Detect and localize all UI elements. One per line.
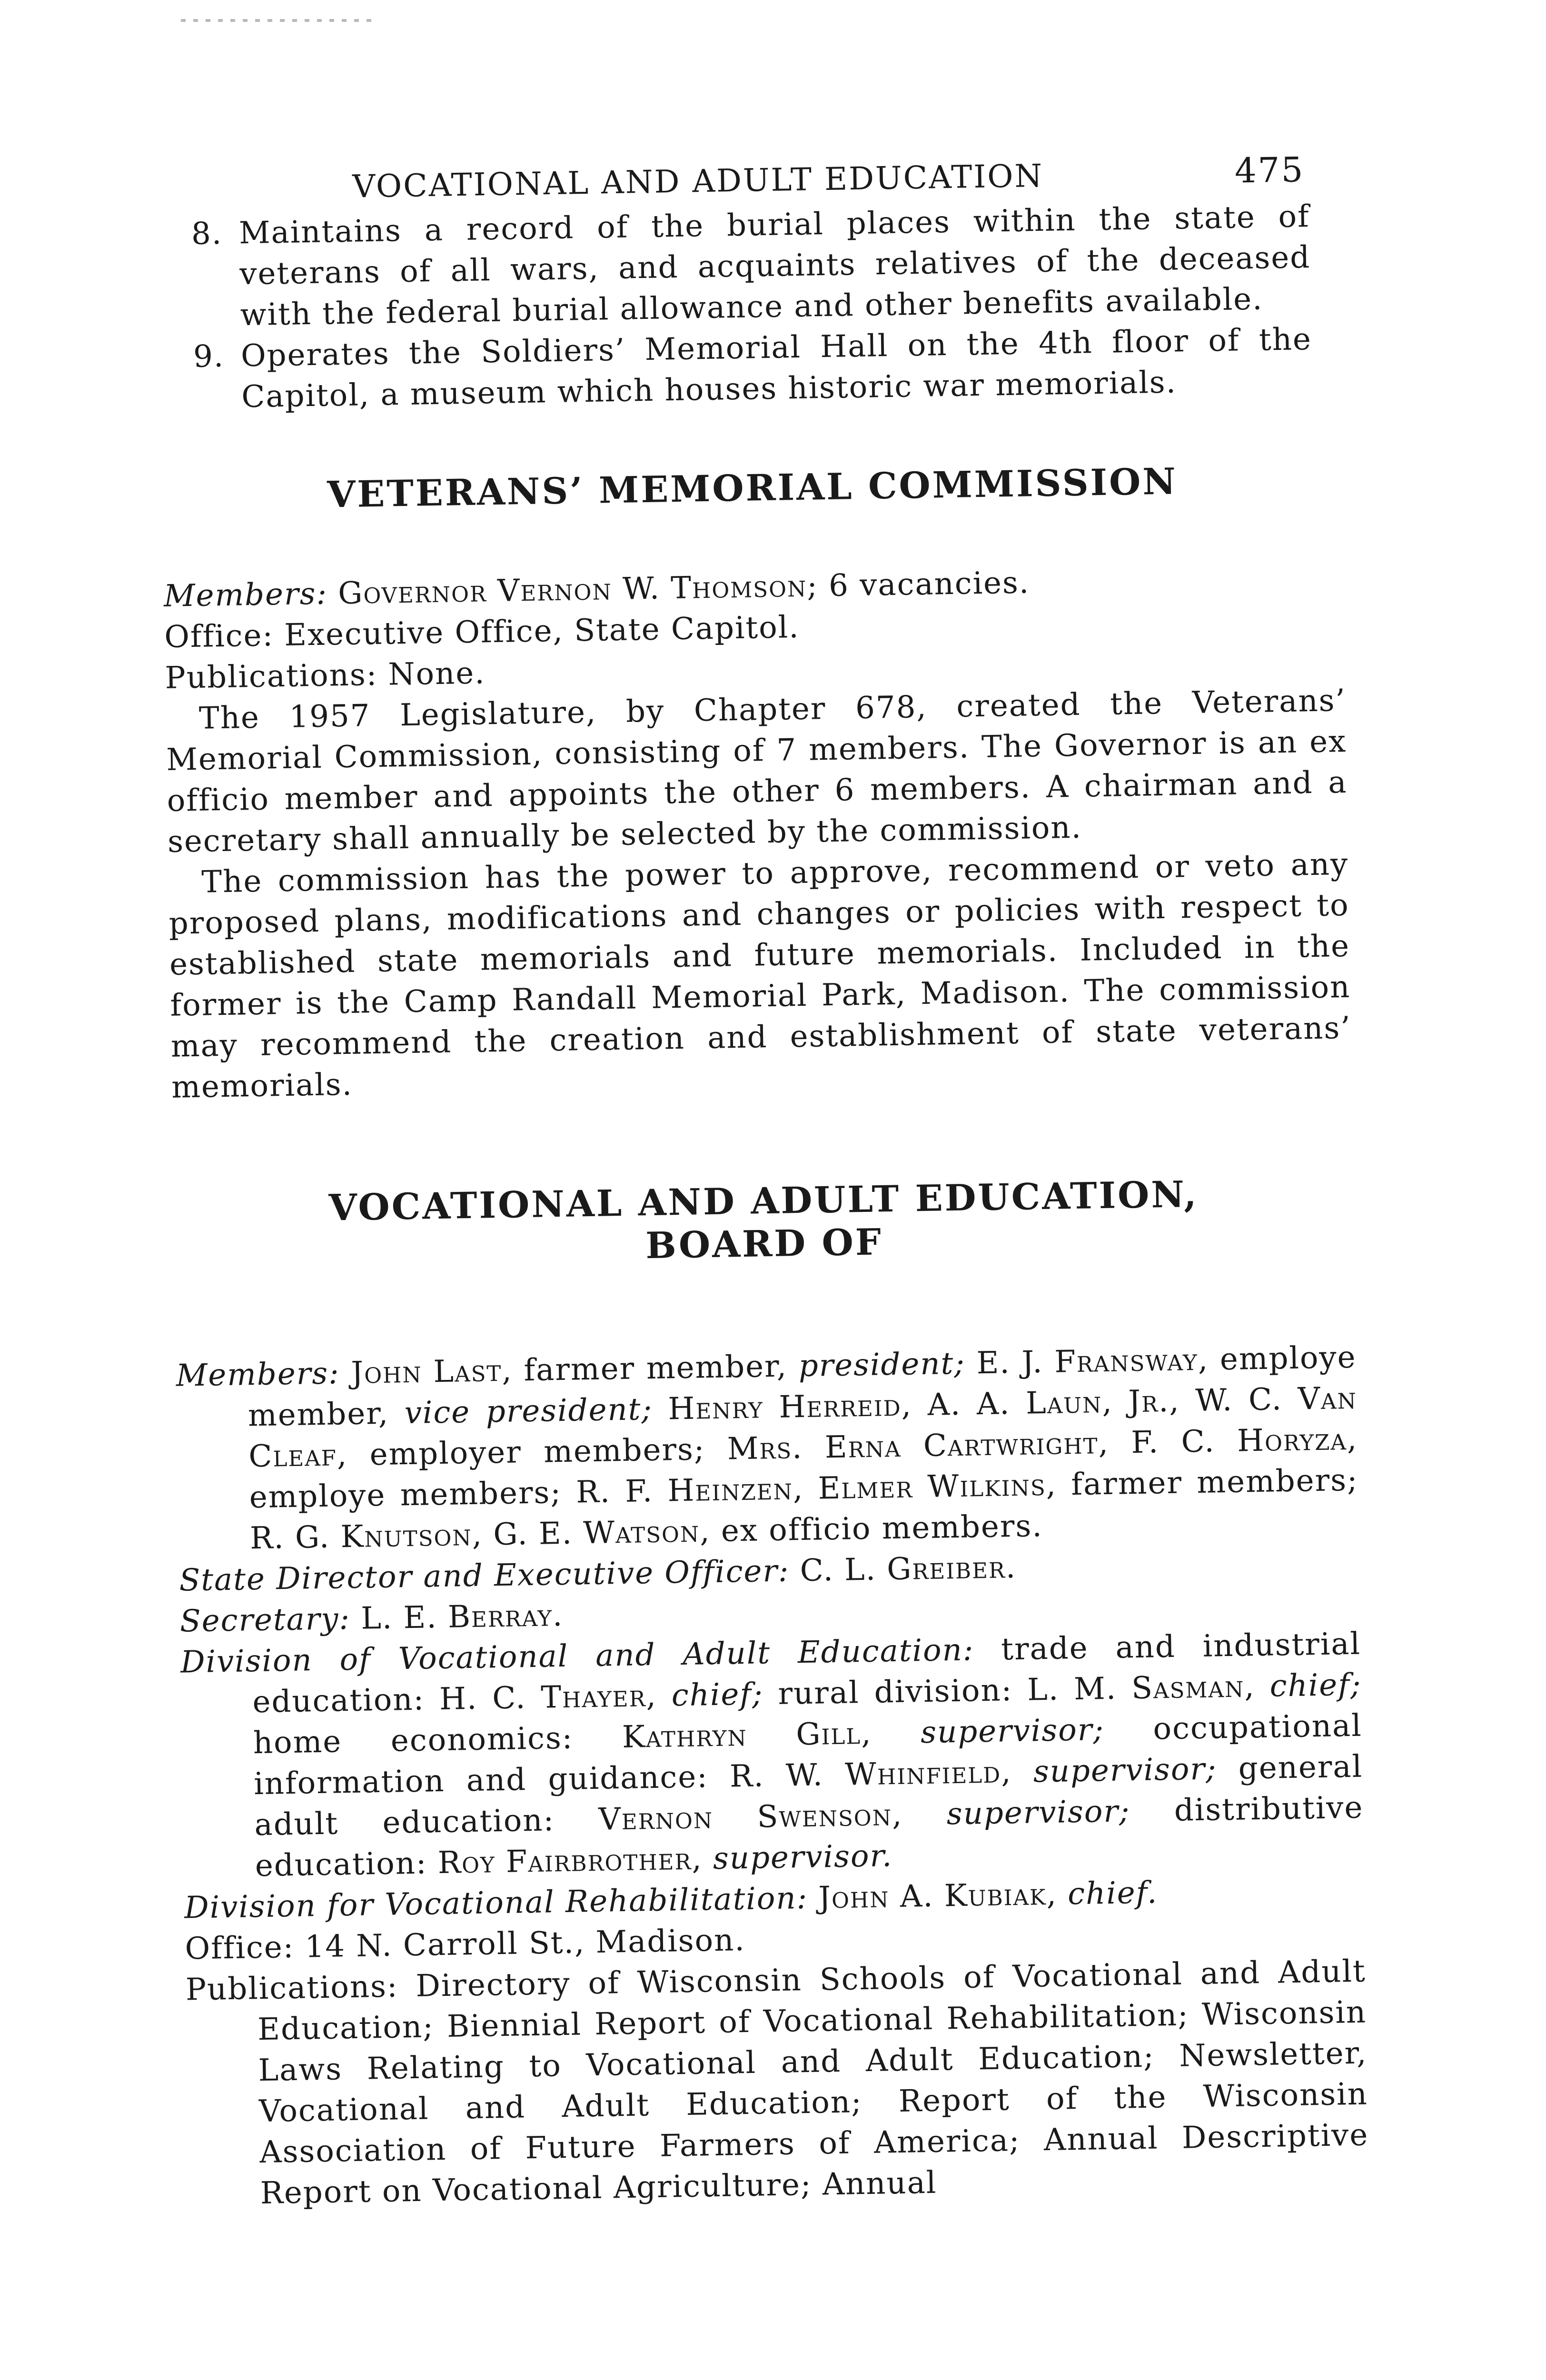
- staff-name: Roy Fairbrother: [437, 1841, 692, 1881]
- commission-publications: Publications: None.: [165, 655, 486, 696]
- commission-office: Office: Executive Office, State Capitol.: [164, 609, 800, 655]
- list-item-number: 8.: [191, 216, 223, 252]
- board-publications: Publications: Directory of Wisconsin Schools of Vocational and Adult Education; Biennial Report of Vocational Rehabilitation; Wisconsin Laws Relating to Vocational and Adult Education; Newsletter, Vocational and Adult Education; Report of the Wisconsin Association of Future Farmers of America; Annual Descriptive Report on Vocational Agriculture; Annual: [185, 1954, 1369, 2211]
- board-members: [176, 1337, 1359, 1560]
- member-name: Knutson: [340, 1517, 473, 1555]
- members-label: Members:: [176, 1356, 340, 1394]
- list-item-text: Maintains a record of the burial places within the state of veterans of all wars, and acquaints relatives of the deceased with the federal burial allowance and other benefits available.: [238, 198, 1311, 333]
- secretary-initials: L. E.: [350, 1599, 448, 1636]
- member-text: E. J.: [965, 1344, 1055, 1381]
- vocational-board-heading: [173, 1170, 1355, 1275]
- staff-name: John A. Kubiak: [807, 1877, 1047, 1916]
- member-name: Fransway: [1054, 1342, 1199, 1380]
- division-text: home economics:: [253, 1720, 623, 1761]
- member-name: Horyza: [1237, 1422, 1348, 1459]
- staff-title: chief.: [1067, 1875, 1158, 1912]
- commission-paragraph: The commission has the power to approve, recommend or veto any proposed plans, modifications and changes or policies with respect to established state memorials and future memorials. Included in the former is the Camp Randall Memorial Park, Madison. The commission may recommend the creation and establishment of state veterans’ memorials.: [168, 846, 1352, 1105]
- member-text: , ex officio members.: [699, 1508, 1043, 1549]
- commission-paragraph: The 1957 Legislature, by Chapter 678, created the Veterans’ Memorial Commission, consisting of 7 members. The Governor is an ex officio member and appoints the other 6 members. A chairman and a secretary shall annually be selected by the commission.: [166, 683, 1348, 860]
- division-text: ,: [1244, 1668, 1270, 1705]
- secretary-name: Berray.: [447, 1597, 564, 1635]
- staff-title: chief;: [1269, 1667, 1362, 1704]
- staff-name: Whinfield: [844, 1755, 1001, 1793]
- division-text: ,: [861, 1715, 921, 1752]
- member-text: [652, 1391, 668, 1427]
- staff-title: supervisor;: [1033, 1751, 1218, 1790]
- member-name: Elmer Wilkins: [818, 1468, 1047, 1507]
- list-item: [191, 196, 1311, 337]
- member-text: , farmer members; R. G.: [249, 1462, 1359, 1557]
- division-label: Division of Vocational and Adult Education:: [180, 1632, 974, 1680]
- list-item: [193, 319, 1312, 418]
- member-text: , G. E.: [472, 1516, 584, 1553]
- member-name: John Last: [350, 1353, 502, 1391]
- veterans-commission-section: [163, 557, 1352, 1108]
- scan-smudge-top: [181, 19, 371, 22]
- board-office: Office: 14 N. Carroll St., Madison.: [185, 1923, 746, 1967]
- member-name: Laun, Jr.: [1025, 1383, 1169, 1421]
- secretary-label: Secretary:: [179, 1601, 351, 1639]
- heading-line: BOARD OF: [645, 1220, 883, 1267]
- governor-name: Governor Vernon W. Thomson: [337, 568, 807, 612]
- staff-title: supervisor;: [946, 1794, 1130, 1832]
- member-text: , F. C.: [1098, 1423, 1238, 1461]
- members-rest: ; 6 vacancies.: [806, 565, 1030, 604]
- member-name: Mrs. Erna Cartwright: [727, 1426, 1099, 1467]
- division-vocational-adult: [180, 1624, 1365, 1888]
- staff-name: Vernon Swenson: [598, 1797, 892, 1837]
- member-text: , A. A.: [901, 1386, 1026, 1423]
- member-name: Van Cleaf: [248, 1380, 1358, 1475]
- division-text: ,: [691, 1841, 714, 1877]
- list-item-number: 9.: [193, 338, 225, 375]
- member-text: , employe member,: [248, 1339, 1357, 1434]
- member-name: Heinzen: [667, 1471, 793, 1509]
- veterans-commission-heading: VETERANS’ MEMORIAL COMMISSION: [327, 460, 1178, 516]
- division-text: ,: [892, 1796, 947, 1833]
- division-text: general adult education:: [254, 1749, 1363, 1843]
- member-text: , W. C.: [1169, 1381, 1298, 1419]
- running-head-title: VOCATIONAL AND ADULT EDUCATION: [352, 157, 1044, 205]
- division-text: rural division: L. M.: [763, 1671, 1132, 1712]
- page-number: 475: [1234, 149, 1305, 191]
- member-name: Watson: [583, 1514, 700, 1551]
- heading-line: VOCATIONAL AND ADULT EDUCATION,: [328, 1172, 1199, 1229]
- member-text: , farmer member,: [501, 1349, 799, 1388]
- division-text: ,: [1046, 1876, 1068, 1913]
- member-name: Henry Herreid: [667, 1388, 902, 1427]
- member-text: , employer members;: [337, 1431, 728, 1473]
- member-text: , employe members; R. F.: [249, 1421, 1358, 1516]
- duties-list: [158, 196, 1341, 419]
- staff-name: Thayer: [540, 1678, 647, 1716]
- list-item-text: Operates the Soldiers’ Memorial Hall on the 4th floor of the Capitol, a museum which houses historic war memorials.: [240, 321, 1312, 415]
- director-label: State Director and Executive Officer:: [178, 1553, 790, 1598]
- members-label: Members:: [163, 576, 328, 614]
- division-text: ,: [1001, 1754, 1034, 1790]
- member-role: vice president;: [404, 1391, 653, 1431]
- member-role: president;: [798, 1346, 966, 1384]
- staff-name: Kathryn Gill: [622, 1716, 862, 1755]
- division-text: distributive education:: [255, 1790, 1364, 1884]
- vocational-board-section: [176, 1337, 1369, 2215]
- staff-title: supervisor;: [920, 1712, 1105, 1751]
- division-label: Division for Vocational Rehabilitation:: [184, 1880, 808, 1926]
- division-text: occupational information and guidance: R. W.: [253, 1708, 1363, 1802]
- division-text: ,: [645, 1678, 672, 1714]
- book-page: [157, 149, 1369, 2215]
- staff-title: supervisor.: [713, 1838, 893, 1877]
- staff-title: chief;: [671, 1676, 764, 1714]
- member-text: ,: [793, 1471, 819, 1507]
- director-initials: C. L.: [789, 1552, 887, 1589]
- division-text: trade and industrial education: H. C.: [252, 1626, 1361, 1720]
- director-name: Greiber.: [886, 1550, 1017, 1587]
- staff-name: Sasman: [1131, 1669, 1245, 1706]
